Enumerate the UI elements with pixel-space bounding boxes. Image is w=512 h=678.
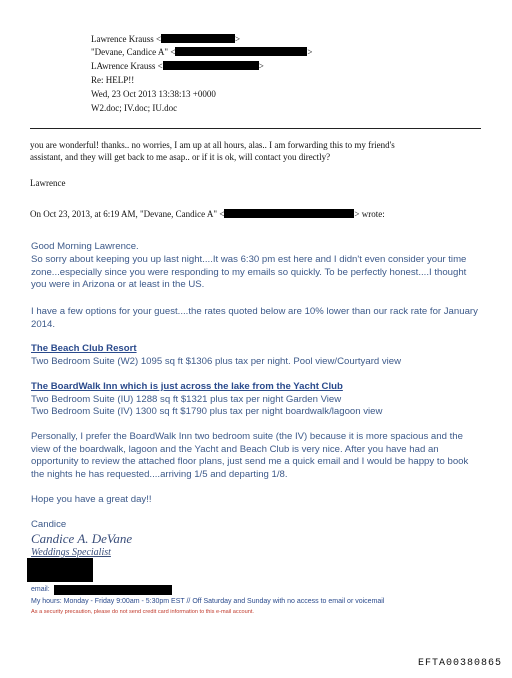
redaction-box: [224, 209, 354, 218]
reply-signoff: Lawrence: [30, 178, 66, 188]
signature-first-name: Candice: [31, 519, 67, 530]
attachments-value: W2.doc; IV.doc; IU.doc: [91, 103, 178, 113]
cc-value: LAwrence Krauss < >: [91, 61, 264, 71]
to-value: "Devane, Candice A" < >: [91, 47, 313, 57]
resort-beach-club: [31, 343, 481, 368]
resort-2-line-2: Two Bedroom Suite (IV) 1300 sq ft $1790 plus tax per night boardwalk/lagoon view: [31, 406, 383, 418]
resort-boardwalk-inn: [31, 381, 481, 419]
reply-body: [30, 139, 482, 163]
date-value: Wed, 23 Oct 2013 13:38:13 +0000: [91, 89, 216, 99]
redaction-box: [54, 585, 172, 595]
reply-line-1: you are wonderful! thanks.. no worries, I am up at all hours, alas.. I am forwarding this to my friend's: [30, 140, 395, 150]
subject-value: Re: HELP!!: [91, 75, 135, 85]
redaction-box: [161, 34, 235, 43]
email-label: email:: [31, 586, 50, 593]
quoted-intro: On Oct 23, 2013, at 6:19 AM, "Devane, Candice A" < > wrote:: [30, 209, 385, 219]
from-value: Lawrence Krauss < >: [91, 34, 241, 44]
quoted-closing: Hope you have a great day!!: [31, 494, 152, 505]
signature-title: Weddings Specialist: [31, 547, 111, 558]
bates-number: EFTA00380865: [417, 658, 502, 669]
office-hours: My hours: Monday - Friday 9:00am - 5:30pm EST // Off Saturday and Sunday with no access to email or voicemail: [31, 598, 385, 605]
quoted-paragraph-1: So sorry about keeping you up last night....It was 6:30 pm est here and I didn't even consider your time zone...especially since you were responding to my emails so quickly. To be perfectly honest....I thought you were in Arizona or at least in the US.: [31, 254, 467, 291]
quoted-paragraph-2: I have a few options for your guest....the rates quoted below are 10% lower than our rack rate for January 2014.: [31, 306, 478, 330]
redaction-box: [163, 61, 259, 70]
signature-name: Candice A. DeVane: [31, 531, 133, 546]
resort-2-title: The BoardWalk Inn which is just across the lake from the Yacht Club: [31, 381, 343, 392]
quoted-paragraph-3: Personally, I prefer the BoardWalk Inn two bedroom suite (the IV) because it is more spacious and the view of the boardwalk, lagoon and the Yacht and Beach Club is very nice. After you have had an opportunity to review the attached floor plans, just send me a quick email and I would be happy to book the nights he has requested....arriving 1/5 and departing 1/8.: [31, 431, 469, 480]
quoted-greeting: Good Morning Lawrence.: [31, 241, 139, 252]
redaction-box: [175, 47, 307, 56]
resort-1-title: The Beach Club Resort: [31, 343, 137, 354]
resort-1-line-1: Two Bedroom Suite (W2) 1095 sq ft $1306 plus tax per night. Pool view/Courtyard view: [31, 355, 402, 367]
security-notice: As a security precaution, please do not send credit card information to this e-mail account.: [31, 609, 254, 615]
reply-line-2: assistant, and they will get back to me asap.. or if it is ok, will contact you directly?: [30, 152, 331, 162]
redaction-box: [27, 558, 93, 582]
resort-2-line-1: Two Bedroom Suite (IU) 1288 sq ft $1321 plus tax per night Garden View: [31, 393, 342, 405]
header-divider: [30, 128, 481, 129]
